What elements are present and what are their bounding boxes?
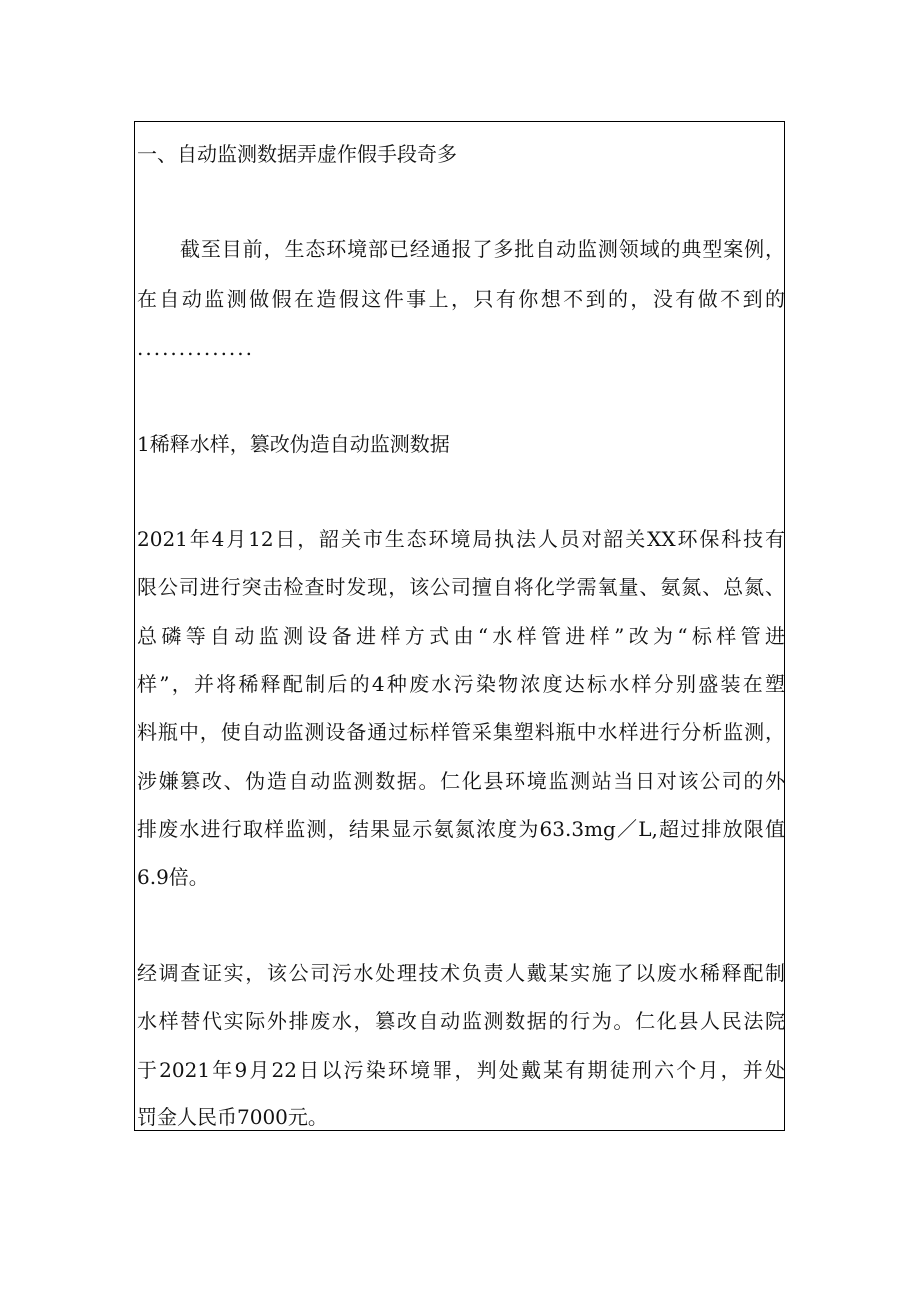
case-line-7: 排废水进行取样监测，结果显示氨氮浓度为63.3mg／L,超过排放限值 <box>137 817 785 841</box>
verdict-line-2: 水样替代实际外排废水，篡改自动监测数据的行为。仁化县人民法院 <box>137 1009 785 1033</box>
verdict-line-1: 经调查证实，该公司污水处理技术负责人戴某实施了以废水稀释配制 <box>137 961 785 985</box>
case-line-8: 6.9倍。 <box>137 865 209 889</box>
case-line-5: 料瓶中，使自动监测设备通过标样管采集塑料瓶中水样进行分析监测， <box>137 720 785 744</box>
case-line-3: 总磷等自动监测设备进样方式由“水样管进样”改为“标样管进 <box>137 624 785 648</box>
intro-line-3: .............. <box>137 336 255 360</box>
case-line-4: 样”，并将稀释配制后的4种废水污染物浓度达标水样分别盛装在塑 <box>137 672 785 696</box>
case-heading: 1稀释水样，篡改伪造自动监测数据 <box>137 432 450 456</box>
section-heading: 一、自动监测数据弄虚作假手段奇多 <box>137 142 457 166</box>
case-line-6: 涉嫌篡改、伪造自动监测数据。仁化县环境监测站当日对该公司的外 <box>137 769 785 793</box>
intro-line-1: 截至目前，生态环境部已经通报了多批自动监测领域的典型案例， <box>180 237 785 261</box>
case-line-1: 2021年4月12日，韶关市生态环境局执法人员对韶关XX环保科技有 <box>137 527 785 551</box>
intro-line-2: 在自动监测做假在造假这件事上，只有你想不到的，没有做不到的 <box>137 287 785 311</box>
case-line-2: 限公司进行突击检查时发现，该公司擅自将化学需氧量、氨氮、总氮、 <box>137 575 785 599</box>
verdict-line-3: 于2021年9月22日以污染环境罪，判处戴某有期徒刑六个月，并处 <box>137 1058 785 1082</box>
verdict-line-4: 罚金人民币7000元。 <box>137 1105 328 1129</box>
